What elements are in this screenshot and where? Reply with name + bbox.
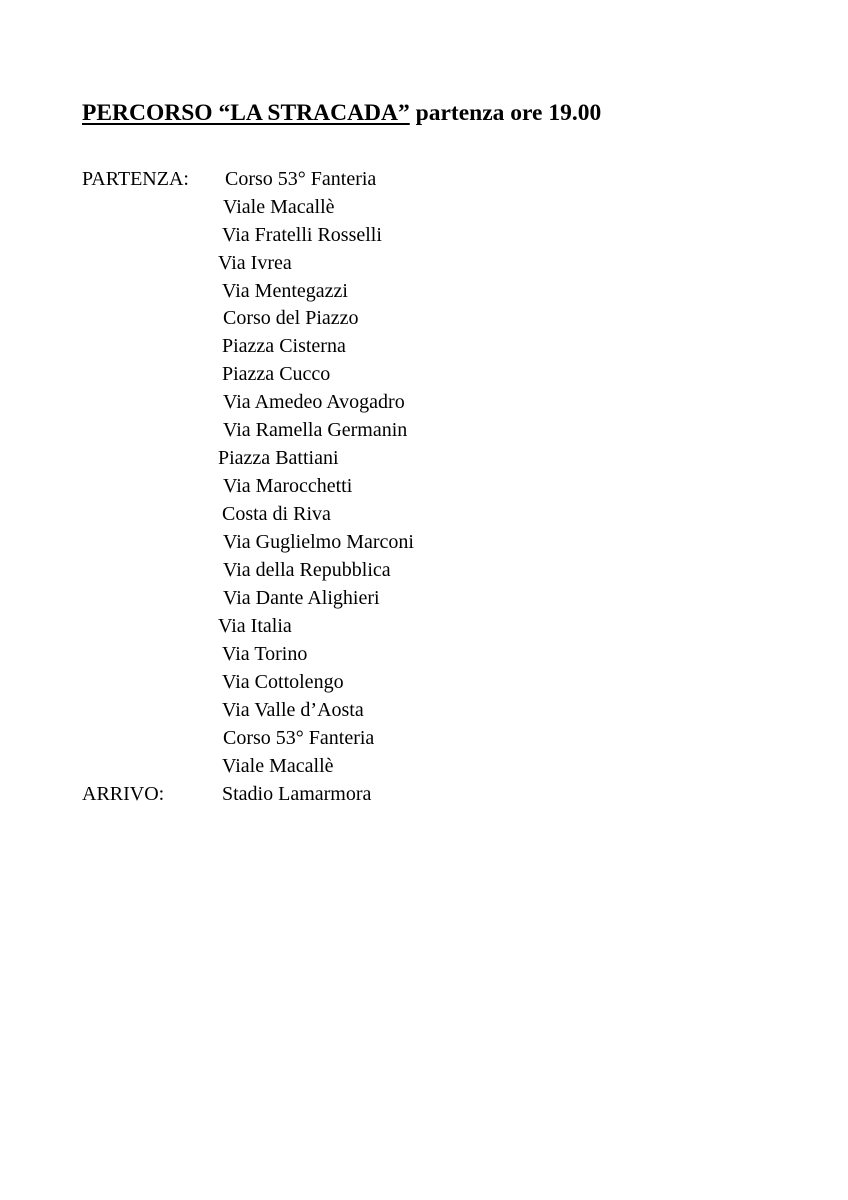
route-item: Corso 53° Fanteria bbox=[223, 727, 375, 749]
route-item: Via della Repubblica bbox=[223, 559, 391, 581]
route-item: Via Cottolengo bbox=[222, 671, 344, 693]
title-departure-time: partenza ore 19.00 bbox=[409, 100, 602, 126]
route-item: Via Italia bbox=[218, 615, 292, 637]
route-item: Via Valle d’Aosta bbox=[222, 699, 364, 721]
route-item: Via Torino bbox=[222, 643, 308, 665]
route-item: Corso 53° Fanteria bbox=[225, 168, 377, 190]
route-item: Piazza Battiani bbox=[218, 447, 339, 469]
route-item: Piazza Cisterna bbox=[222, 335, 346, 357]
route-item: Costa di Riva bbox=[222, 503, 331, 525]
end-label: ARRIVO: bbox=[82, 783, 165, 805]
document-title bbox=[82, 100, 601, 127]
route-item: Via Guglielmo Marconi bbox=[223, 531, 414, 553]
route-item: Via Ramella Germanin bbox=[223, 419, 408, 441]
route-item: Via Mentegazzi bbox=[222, 280, 348, 302]
route-item: Via Amedeo Avogadro bbox=[223, 391, 405, 413]
route-item: Corso del Piazzo bbox=[223, 307, 359, 329]
start-label: PARTENZA: bbox=[82, 168, 189, 190]
route-item: Piazza Cucco bbox=[222, 363, 331, 385]
route-item: Viale Macallè bbox=[223, 196, 335, 218]
title-route-name: PERCORSO “LA STRACADA” bbox=[82, 100, 410, 126]
route-item: Via Dante Alighieri bbox=[223, 587, 380, 609]
route-item: Via Fratelli Rosselli bbox=[222, 224, 382, 246]
arrival-location: Stadio Lamarmora bbox=[222, 783, 372, 805]
route-item: Via Marocchetti bbox=[223, 475, 353, 497]
route-item: Via Ivrea bbox=[218, 252, 292, 274]
route-item: Viale Macallè bbox=[222, 755, 334, 777]
